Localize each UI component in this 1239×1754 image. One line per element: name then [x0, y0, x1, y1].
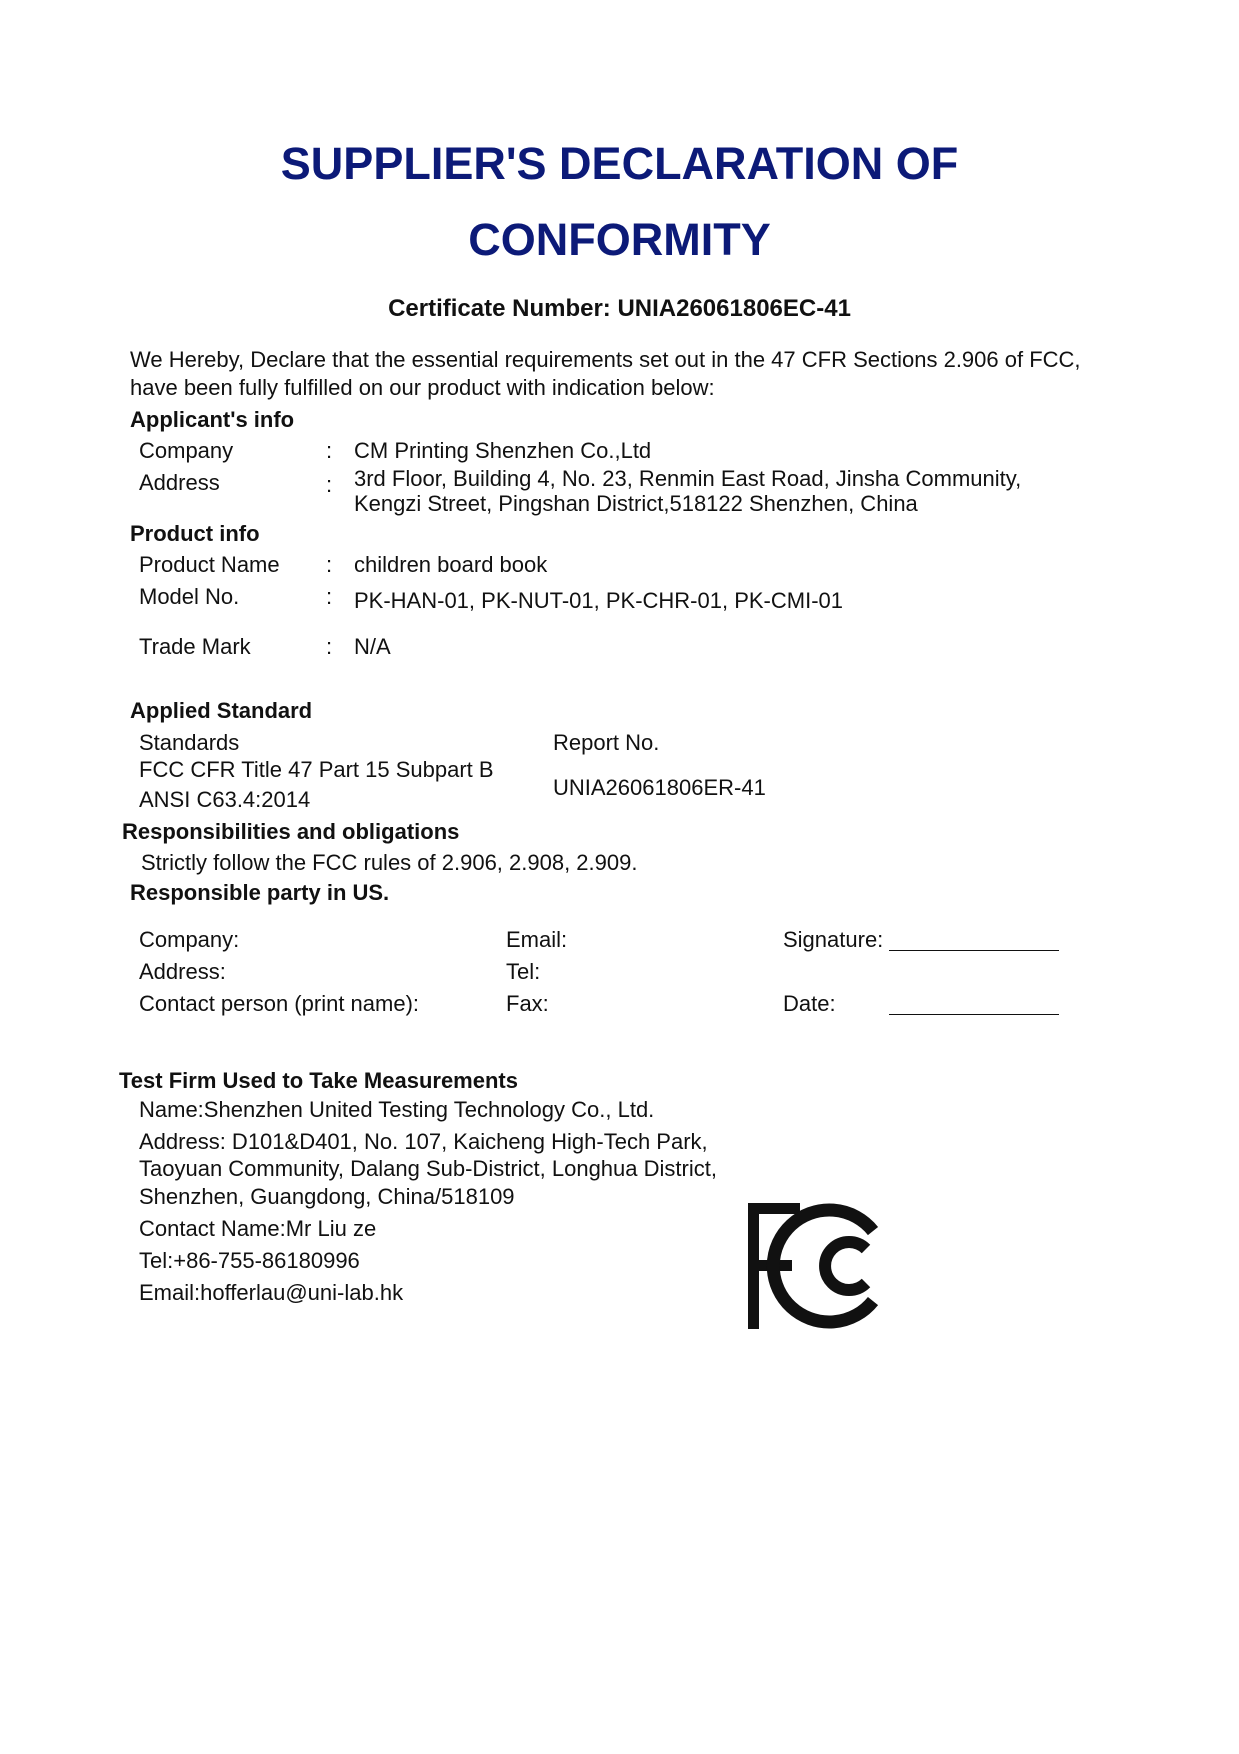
colon: :	[326, 552, 333, 577]
address-label: Address	[139, 470, 220, 495]
address-value-line-2: Kengzi Street, Pingshan District,518122 Shenzhen, China	[354, 491, 918, 516]
standard-item-1: FCC CFR Title 47 Part 15 Subpart B	[139, 757, 494, 782]
test-firm-contact: Contact Name:Mr Liu ze	[139, 1216, 377, 1241]
us-email-label: Email:	[506, 927, 568, 952]
us-address-label: Address:	[139, 959, 226, 984]
title-line-1: SUPPLIER'S DECLARATION OF	[280, 138, 959, 189]
certificate-number: Certificate Number: UNIA26061806EC-41	[388, 295, 851, 322]
trademark-label: Trade Mark	[139, 634, 251, 659]
product-name-label: Product Name	[139, 552, 280, 577]
us-contact-label: Contact person (print name):	[139, 991, 420, 1016]
standards-header: Standards	[139, 730, 240, 755]
report-value: UNIA26061806ER-41	[553, 775, 766, 800]
report-header: Report No.	[553, 730, 660, 755]
title-line-2: CONFORMITY	[468, 214, 771, 265]
intro-line-1: We Hereby, Declare that the essential requirements set out in the 47 CFR Sections 2.906 of FCC,	[130, 347, 1081, 372]
us-fax-label: Fax:	[506, 991, 549, 1016]
company-value: CM Printing Shenzhen Co.,Ltd	[354, 438, 652, 463]
us-tel-label: Tel:	[506, 959, 541, 984]
us-party-heading: Responsible party in US.	[130, 880, 390, 905]
company-label: Company	[139, 438, 234, 463]
product-name-value: children board book	[354, 552, 548, 577]
model-value: PK-HAN-01, PK-NUT-01, PK-CHR-01, PK-CMI-01	[354, 588, 843, 613]
colon: :	[326, 584, 333, 609]
product-heading: Product info	[130, 521, 260, 546]
test-firm-tel: Tel:+86-755-86180996	[139, 1248, 360, 1273]
applicant-heading: Applicant's info	[130, 407, 295, 432]
colon: :	[326, 438, 333, 463]
model-label: Model No.	[139, 584, 240, 609]
responsibilities-text: Strictly follow the FCC rules of 2.906, 2.908, 2.909.	[141, 850, 638, 875]
test-firm-name: Name:Shenzhen United Testing Technology Co., Ltd.	[139, 1097, 655, 1122]
test-firm-heading: Test Firm Used to Take Measurements	[119, 1068, 518, 1093]
intro-line-2: have been fully fulfilled on our product with indication below:	[130, 375, 715, 400]
standard-item-2: ANSI C63.4:2014	[139, 787, 311, 812]
date-label: Date:	[783, 991, 836, 1016]
test-firm-address-line-2: Taoyuan Community, Dalang Sub-District, Longhua District,	[139, 1156, 717, 1181]
date-line	[889, 1014, 1059, 1015]
us-company-label: Company:	[139, 927, 240, 952]
trademark-value: N/A	[354, 634, 391, 659]
colon: :	[326, 634, 333, 659]
standard-heading: Applied Standard	[130, 698, 313, 723]
address-value-line-1: 3rd Floor, Building 4, No. 23, Renmin East Road, Jinsha Community,	[354, 466, 1022, 491]
responsibilities-heading: Responsibilities and obligations	[122, 819, 460, 844]
signature-label: Signature:	[783, 927, 884, 952]
test-firm-address-line-3: Shenzhen, Guangdong, China/518109	[139, 1184, 515, 1209]
fcc-logo-icon	[748, 1203, 896, 1329]
test-firm-email: Email:hofferlau@uni-lab.hk	[139, 1280, 404, 1305]
signature-line	[889, 950, 1059, 951]
test-firm-address-line-1: Address: D101&D401, No. 107, Kaicheng High-Tech Park,	[139, 1129, 708, 1154]
colon: :	[326, 472, 333, 497]
